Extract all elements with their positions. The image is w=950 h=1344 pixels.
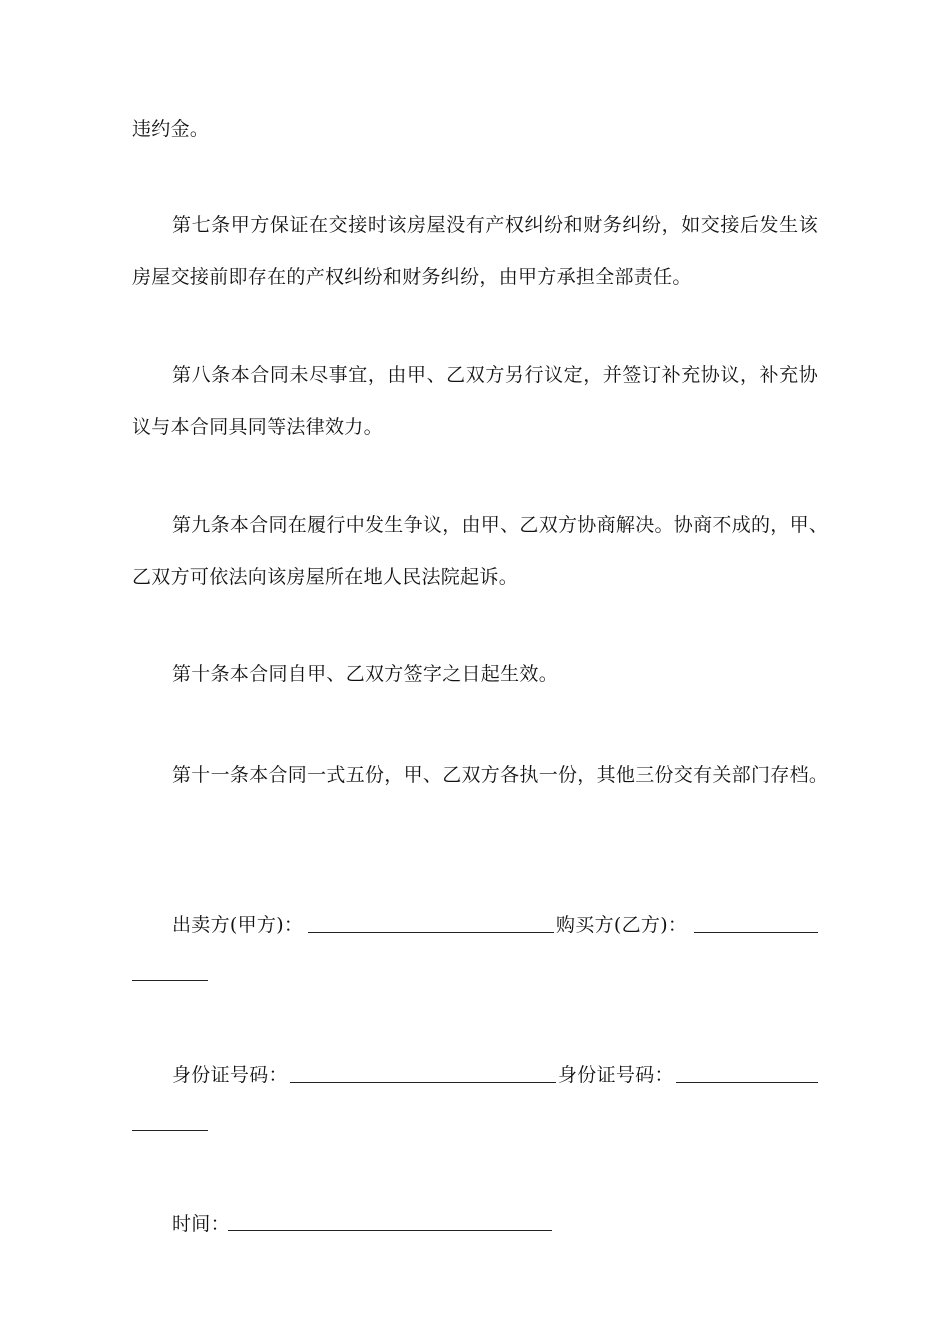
article-9-line-2: 乙双方可依法向该房屋所在地人民法院起诉。	[132, 566, 519, 588]
seller-id-blank[interactable]	[290, 1082, 556, 1083]
time-blank[interactable]	[228, 1230, 552, 1231]
article-11: 第十一条本合同一式五份，甲、乙双方各执一份，其他三份交有关部门存档。	[172, 764, 829, 786]
time-label: 时间：	[172, 1213, 230, 1235]
article-8-line-1: 第八条本合同未尽事宜，由甲、乙双方另行议定，并签订补充协议，补充协	[172, 364, 818, 386]
article-8-line-2: 议与本合同具同等法律效力。	[132, 416, 383, 438]
seller-label: 出卖方(甲方)：	[172, 914, 304, 936]
article-9-line-1: 第九条本合同在履行中发生争议，由甲、乙双方协商解决。协商不成的，甲、	[172, 514, 829, 536]
buyer-id-blank-continued[interactable]	[132, 1130, 208, 1131]
article-10: 第十条本合同自甲、乙双方签字之日起生效。	[172, 663, 559, 685]
seller-signature-blank[interactable]	[308, 932, 554, 933]
buyer-signature-blank-continued[interactable]	[132, 980, 208, 981]
article-7-line-1: 第七条甲方保证在交接时该房屋没有产权纠纷和财务纠纷，如交接后发生该	[172, 214, 818, 236]
buyer-id-blank[interactable]	[676, 1082, 818, 1083]
article-7-line-2: 房屋交接前即存在的产权纠纷和财务纠纷，由甲方承担全部责任。	[132, 266, 692, 288]
seller-id-label: 身份证号码：	[172, 1064, 288, 1086]
buyer-signature-blank[interactable]	[694, 932, 818, 933]
buyer-id-label: 身份证号码：	[558, 1064, 674, 1086]
paragraph-continuation: 违约金。	[132, 118, 210, 140]
buyer-label: 购买方(乙方)：	[556, 914, 688, 936]
